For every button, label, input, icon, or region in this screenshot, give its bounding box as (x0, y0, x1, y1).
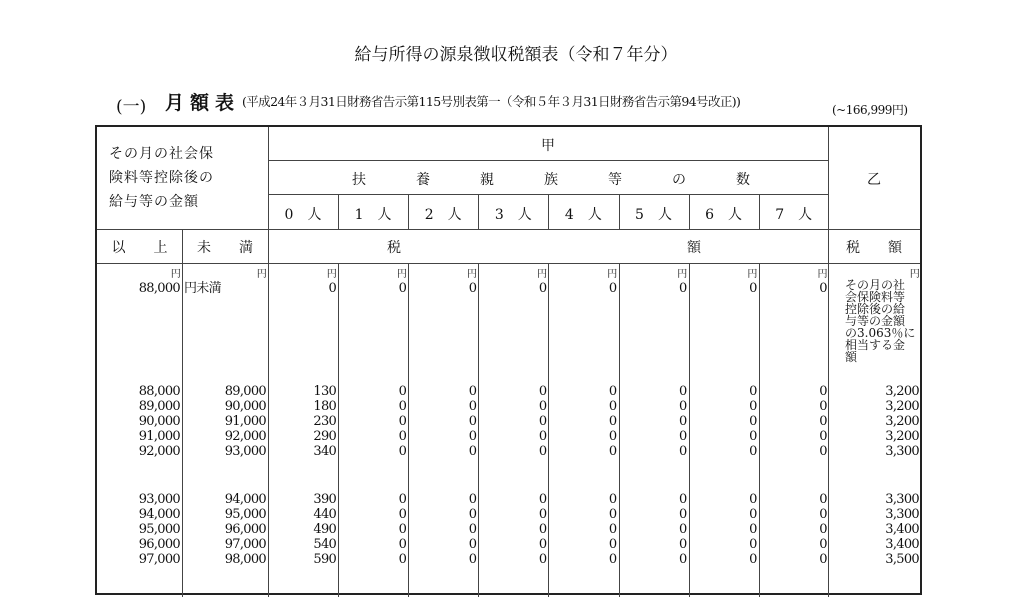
from-amount: 97,000 (138, 552, 180, 567)
from-amount: 93,000 (138, 492, 180, 507)
unit-label: 円 (326, 269, 337, 280)
otsu-note-line: の3.063％に (845, 326, 916, 340)
otsu-note-line: 額 (845, 350, 858, 364)
kou-tax-2: 0 (468, 492, 477, 507)
dependents-label-char: の (672, 172, 686, 188)
ijou-header: 以 上 (111, 240, 168, 256)
otsu-tax: 3,400 (885, 537, 919, 552)
to-amount: 97,000 (224, 537, 266, 552)
kou-tax-3: 0 (538, 552, 547, 567)
kou-tax-4: 0 (608, 444, 617, 459)
unit-label: 円 (747, 269, 757, 280)
kou-tax-7: 0 (819, 522, 827, 537)
kou-tax-1: 0 (398, 414, 407, 429)
kou-tax-5: 0 (679, 281, 687, 296)
kou-tax-4: 0 (608, 429, 617, 444)
from-amount: 92,000 (138, 444, 180, 459)
kou-tax-0: 390 (313, 492, 337, 507)
otsu-tax: 3,300 (885, 444, 919, 459)
kou-tax-6: 0 (749, 414, 757, 429)
otsu-tax-header: 税 額 (846, 240, 902, 256)
kou-tax-3: 0 (538, 492, 547, 507)
unit-label: 円 (256, 269, 266, 280)
dependents-label-char: 等 (608, 172, 622, 188)
kou-tax-3: 0 (538, 537, 547, 552)
kou-tax-2: 0 (468, 281, 477, 296)
to-amount: 89,000 (224, 384, 266, 399)
to-amount: 円未満 (184, 281, 221, 296)
kou-tax-6: 0 (749, 507, 757, 522)
unit-label: 円 (677, 269, 687, 280)
miman-header: 未 満 (197, 240, 253, 256)
kou-tax-1: 0 (398, 281, 407, 296)
kou-tax-3: 0 (538, 444, 547, 459)
kou-tax-4: 0 (608, 281, 617, 296)
to-amount: 96,000 (224, 522, 266, 537)
otsu-tax: 3,200 (885, 414, 919, 429)
kou-tax-7: 0 (819, 507, 827, 522)
amount-label-line: 険料等控除後の (109, 170, 214, 186)
kou-tax-5: 0 (679, 507, 687, 522)
kou-tax-4: 0 (608, 552, 617, 567)
kou-tax-5: 0 (679, 492, 687, 507)
kou-tax-7: 0 (819, 492, 827, 507)
kou-tax-3: 0 (538, 414, 547, 429)
kou-tax-6: 0 (749, 384, 757, 399)
amount-label-line: 給与等の金額 (109, 194, 199, 210)
otsu-note-line: 与等の金額 (845, 314, 906, 328)
kou-tax-0: 540 (313, 537, 337, 552)
kou-tax-7: 0 (819, 444, 827, 459)
kou-tax-3: 0 (538, 507, 547, 522)
to-amount: 92,000 (224, 429, 266, 444)
divider (182, 229, 183, 597)
kou-tax-5: 0 (679, 522, 687, 537)
dependents-label-char: 族 (544, 172, 558, 188)
kou-tax-3: 0 (538, 281, 547, 296)
dependents-label-char: 数 (736, 172, 750, 188)
kou-header: 甲 (541, 138, 555, 154)
from-amount: 88,000 (138, 384, 180, 399)
dependents-count-5: 5 人 (635, 207, 672, 223)
kou-tax-7: 0 (819, 552, 827, 567)
kou-tax-5: 0 (679, 537, 687, 552)
unit-label: 円 (607, 269, 617, 280)
kou-tax-2: 0 (468, 537, 477, 552)
divider (268, 160, 828, 161)
kou-tax-6: 0 (749, 492, 757, 507)
dependents-count-3: 3 人 (494, 207, 532, 223)
kou-tax-1: 0 (398, 552, 407, 567)
otsu-tax: 3,300 (885, 492, 919, 507)
amount-label-line: その月の社会保 (109, 146, 214, 162)
from-amount: 89,000 (138, 399, 180, 414)
kou-tax-5: 0 (679, 429, 687, 444)
kou-tax-4: 0 (608, 399, 617, 414)
divider (759, 263, 760, 597)
section-range: (~166,999円) (832, 103, 908, 117)
kou-tax-6: 0 (749, 522, 757, 537)
kou-tax-3: 0 (538, 384, 547, 399)
from-amount: 90,000 (138, 414, 180, 429)
kou-tax-1: 0 (398, 507, 407, 522)
otsu-note-line: 会保険料等 (845, 290, 906, 304)
dependents-label-char: 親 (480, 172, 494, 188)
dependents-count-6: 6 人 (705, 207, 743, 223)
to-amount: 95,000 (224, 507, 266, 522)
kou-tax-1: 0 (398, 492, 407, 507)
kou-tax-0: 230 (313, 414, 337, 429)
from-amount: 95,000 (138, 522, 180, 537)
section-number: (一) (116, 97, 147, 117)
unit-label: 円 (909, 269, 919, 280)
divider (619, 263, 620, 597)
kou-tax-6: 0 (749, 552, 757, 567)
to-amount: 98,000 (224, 552, 266, 567)
otsu-note-line: その月の社 (845, 278, 906, 292)
kou-tax-0: 490 (313, 522, 337, 537)
otsu-tax: 3,500 (885, 552, 919, 567)
otsu-tax: 3,400 (885, 522, 919, 537)
otsu-note-line: 相当する金 (845, 338, 906, 352)
kou-tax-4: 0 (608, 414, 617, 429)
kou-tax-6: 0 (749, 444, 757, 459)
from-amount: 88,000 (138, 281, 180, 296)
dependents-count-2: 2 人 (424, 207, 462, 223)
kou-tax-7: 0 (819, 384, 827, 399)
dependents-count-7: 7 人 (775, 207, 813, 223)
otsu-note-line: 控除後の給 (845, 302, 906, 316)
kou-tax-4: 0 (608, 537, 617, 552)
divider (97, 263, 920, 264)
kou-tax-7: 0 (819, 537, 827, 552)
kou-tax-2: 0 (468, 444, 477, 459)
kou-tax-2: 0 (468, 399, 477, 414)
kou-tax-0: 590 (313, 552, 337, 567)
unit-label: 円 (396, 269, 407, 280)
section-name: 月額表 (165, 92, 241, 114)
kou-tax-3: 0 (538, 429, 547, 444)
kou-tax-4: 0 (608, 384, 617, 399)
unit-label: 円 (467, 269, 477, 280)
kou-tax-5: 0 (679, 384, 687, 399)
kou-tax-0: 290 (313, 429, 337, 444)
from-amount: 94,000 (138, 507, 180, 522)
kou-tax-7: 0 (819, 399, 827, 414)
dependents-count-1: 1 人 (354, 207, 392, 223)
unit-label: 円 (537, 269, 547, 280)
from-amount: 91,000 (138, 429, 180, 444)
tax-table (95, 125, 922, 595)
tax-header-1: 税 (387, 240, 401, 256)
from-amount: 96,000 (138, 537, 180, 552)
otsu-tax: 3,200 (885, 429, 919, 444)
dependents-count-0: 0 人 (284, 207, 322, 223)
otsu-header: 乙 (867, 172, 881, 188)
divider (548, 263, 549, 597)
otsu-tax: 3,200 (885, 384, 919, 399)
kou-tax-5: 0 (679, 552, 687, 567)
kou-tax-2: 0 (468, 507, 477, 522)
divider (268, 127, 269, 597)
kou-tax-6: 0 (749, 399, 757, 414)
kou-tax-1: 0 (398, 399, 407, 414)
kou-tax-5: 0 (679, 399, 687, 414)
divider (338, 263, 339, 597)
kou-tax-2: 0 (468, 522, 477, 537)
divider (828, 127, 829, 597)
section-reference: (平成24年３月31日財務省告示第115号別表第一（令和５年３月31日財務省告示第94号改正)) (242, 94, 741, 109)
divider (408, 263, 409, 597)
kou-tax-0: 0 (328, 281, 337, 296)
kou-tax-4: 0 (608, 507, 617, 522)
dependents-count-4: 4 人 (564, 207, 602, 223)
document-title: 給与所得の源泉徴収税額表（令和７年分） (354, 45, 678, 65)
kou-tax-6: 0 (749, 281, 757, 296)
unit-label: 円 (170, 269, 180, 280)
kou-tax-0: 180 (313, 399, 337, 414)
dependents-label-char: 扶 (352, 172, 366, 188)
unit-label: 円 (817, 269, 827, 280)
kou-tax-3: 0 (538, 522, 547, 537)
kou-tax-2: 0 (468, 384, 477, 399)
otsu-tax: 3,300 (885, 507, 919, 522)
divider (478, 263, 479, 597)
tax-header-2: 額 (687, 240, 701, 256)
divider (97, 229, 920, 230)
kou-tax-5: 0 (679, 444, 687, 459)
to-amount: 91,000 (224, 414, 266, 429)
otsu-tax: 3,200 (885, 399, 919, 414)
kou-tax-7: 0 (819, 414, 827, 429)
kou-tax-7: 0 (819, 429, 827, 444)
divider (689, 263, 690, 597)
kou-tax-4: 0 (608, 492, 617, 507)
to-amount: 93,000 (224, 444, 266, 459)
kou-tax-5: 0 (679, 414, 687, 429)
kou-tax-1: 0 (398, 444, 407, 459)
kou-tax-1: 0 (398, 522, 407, 537)
kou-tax-1: 0 (398, 429, 407, 444)
kou-tax-1: 0 (398, 384, 407, 399)
kou-tax-3: 0 (538, 399, 547, 414)
kou-tax-1: 0 (398, 537, 407, 552)
kou-tax-7: 0 (819, 281, 827, 296)
kou-tax-6: 0 (749, 429, 757, 444)
kou-tax-6: 0 (749, 537, 757, 552)
dependents-label-char: 養 (416, 172, 430, 188)
kou-tax-0: 130 (313, 384, 337, 399)
kou-tax-0: 440 (313, 507, 337, 522)
kou-tax-4: 0 (608, 522, 617, 537)
kou-tax-0: 340 (313, 444, 337, 459)
to-amount: 90,000 (224, 399, 266, 414)
kou-tax-2: 0 (468, 429, 477, 444)
to-amount: 94,000 (224, 492, 266, 507)
kou-tax-2: 0 (468, 552, 477, 567)
kou-tax-2: 0 (468, 414, 477, 429)
